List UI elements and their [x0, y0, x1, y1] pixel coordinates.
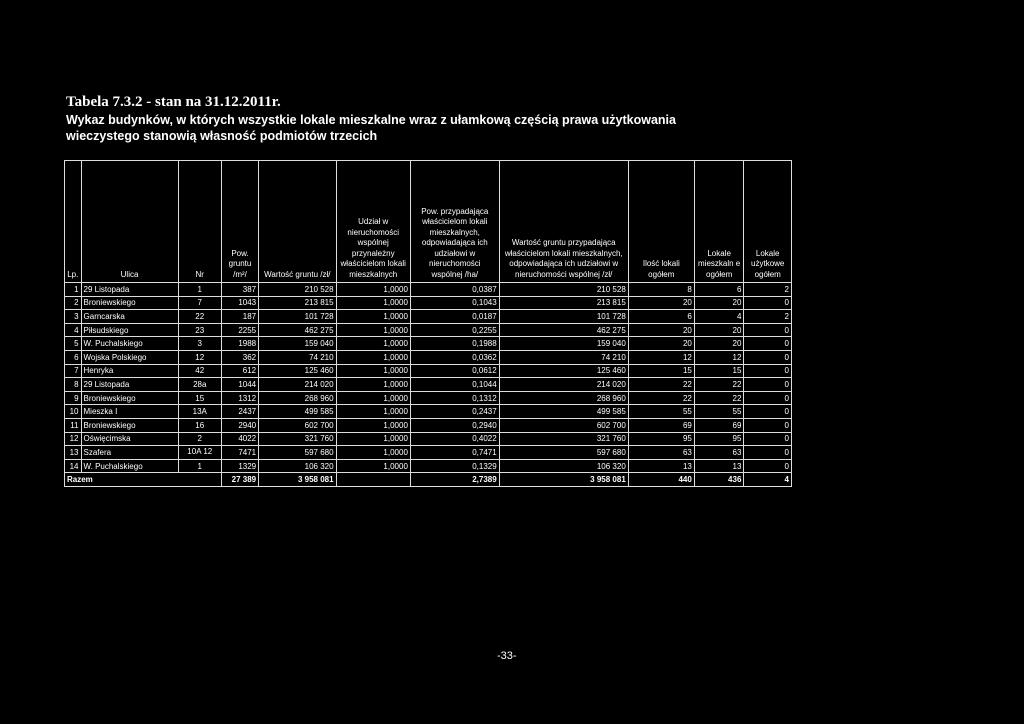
cell-udzial: 1,0000 [336, 283, 410, 297]
cell-pow-ha: 0,0187 [410, 310, 499, 324]
cell-lokale-uzytkowe: 0 [744, 432, 792, 446]
header-udzial: Udział w nieruchomości wspólnej przynależny właścicielom lokali mieszkalnych [336, 161, 410, 283]
cell-udzial: 1,0000 [336, 432, 410, 446]
cell-pow-gruntu: 1043 [221, 296, 258, 310]
cell-pow-gruntu: 1044 [221, 378, 258, 392]
table-row [65, 323, 792, 337]
cell-ulica: Piłsudskiego [81, 323, 178, 337]
cell-lp: 2 [65, 296, 82, 310]
cell-ulica: Broniewskiego [81, 296, 178, 310]
cell-pow-ha: 0,4022 [410, 432, 499, 446]
header-ilosc-lokali: Ilość lokali ogółem [628, 161, 694, 283]
table-row [65, 418, 792, 432]
cell-ilosc-lokali: 20 [628, 296, 694, 310]
cell-nr: 42 [178, 364, 221, 378]
cell-lokale-mieszkalne: 22 [694, 391, 744, 405]
cell-lokale-mieszkalne: 20 [694, 323, 744, 337]
cell-wartosc-gruntu: 74 210 [259, 350, 336, 364]
total-label: Razem [65, 473, 222, 487]
cell-pow-gruntu: 4022 [221, 432, 258, 446]
cell-nr: 10A 12 [178, 446, 221, 460]
cell-pow-gruntu: 2940 [221, 418, 258, 432]
header-pow-gruntu: Pow. gruntu /m²/ [221, 161, 258, 283]
cell-wartosc-przypadajaca: 101 728 [499, 310, 628, 324]
total-mieszkalne: 436 [694, 473, 744, 487]
cell-ilosc-lokali: 69 [628, 418, 694, 432]
cell-ulica: Mieszka I [81, 405, 178, 419]
total-wartosc: 3 958 081 [259, 473, 336, 487]
cell-lp: 3 [65, 310, 82, 324]
cell-ilosc-lokali: 63 [628, 446, 694, 460]
cell-pow-gruntu: 187 [221, 310, 258, 324]
cell-wartosc-gruntu: 268 960 [259, 391, 336, 405]
cell-udzial: 1,0000 [336, 323, 410, 337]
cell-lp: 7 [65, 364, 82, 378]
cell-lokale-uzytkowe: 0 [744, 418, 792, 432]
cell-nr: 7 [178, 296, 221, 310]
cell-lokale-uzytkowe: 0 [744, 350, 792, 364]
total-row [65, 473, 792, 487]
cell-lokale-uzytkowe: 0 [744, 391, 792, 405]
cell-nr: 22 [178, 310, 221, 324]
cell-udzial: 1,0000 [336, 350, 410, 364]
table-row [65, 405, 792, 419]
cell-lokale-mieszkalne: 13 [694, 459, 744, 473]
cell-pow-ha: 0,1988 [410, 337, 499, 351]
cell-udzial: 1,0000 [336, 310, 410, 324]
total-pow: 27 389 [221, 473, 258, 487]
cell-ilosc-lokali: 20 [628, 337, 694, 351]
header-lokale-mieszkalne: Lokale mieszkaln e ogółem [694, 161, 744, 283]
cell-wartosc-gruntu: 499 585 [259, 405, 336, 419]
cell-ulica: 29 Listopada [81, 378, 178, 392]
header-wartosc-przypadajaca: Wartość gruntu przypadająca właścicielom lokali mieszkalnych, odpowiadająca ich udziałowi w nieruchomości wspólnej /zł/ [499, 161, 628, 283]
cell-lokale-mieszkalne: 4 [694, 310, 744, 324]
cell-lp: 11 [65, 418, 82, 432]
cell-lokale-mieszkalne: 12 [694, 350, 744, 364]
cell-pow-gruntu: 7471 [221, 446, 258, 460]
cell-lp: 8 [65, 378, 82, 392]
header-ulica: Ulica [81, 161, 178, 283]
cell-nr: 16 [178, 418, 221, 432]
header-wartosc-gruntu: Wartość gruntu /zł/ [259, 161, 336, 283]
cell-wartosc-gruntu: 210 528 [259, 283, 336, 297]
cell-ilosc-lokali: 13 [628, 459, 694, 473]
cell-pow-ha: 0,0362 [410, 350, 499, 364]
cell-lokale-mieszkalne: 63 [694, 446, 744, 460]
cell-lp: 9 [65, 391, 82, 405]
table-row [65, 432, 792, 446]
table-row [65, 391, 792, 405]
cell-ilosc-lokali: 15 [628, 364, 694, 378]
cell-wartosc-przypadajaca: 213 815 [499, 296, 628, 310]
cell-lp: 4 [65, 323, 82, 337]
cell-pow-gruntu: 612 [221, 364, 258, 378]
header-lokale-uzytkowe: Lokale użytkowe ogółem [744, 161, 792, 283]
header-row [65, 161, 792, 283]
cell-wartosc-przypadajaca: 214 020 [499, 378, 628, 392]
cell-ilosc-lokali: 8 [628, 283, 694, 297]
cell-lokale-uzytkowe: 0 [744, 364, 792, 378]
cell-nr: 15 [178, 391, 221, 405]
cell-lokale-uzytkowe: 0 [744, 459, 792, 473]
total-ha: 2,7389 [410, 473, 499, 487]
cell-lokale-uzytkowe: 2 [744, 310, 792, 324]
total-ilosc: 440 [628, 473, 694, 487]
cell-ilosc-lokali: 12 [628, 350, 694, 364]
cell-lp: 6 [65, 350, 82, 364]
cell-udzial: 1,0000 [336, 459, 410, 473]
cell-ilosc-lokali: 22 [628, 391, 694, 405]
cell-lp: 13 [65, 446, 82, 460]
cell-ulica: W. Puchalskiego [81, 337, 178, 351]
cell-lp: 10 [65, 405, 82, 419]
cell-ulica: Broniewskiego [81, 391, 178, 405]
cell-lokale-mieszkalne: 95 [694, 432, 744, 446]
cell-lokale-mieszkalne: 22 [694, 378, 744, 392]
cell-pow-gruntu: 2255 [221, 323, 258, 337]
cell-ilosc-lokali: 55 [628, 405, 694, 419]
cell-ilosc-lokali: 6 [628, 310, 694, 324]
cell-ulica: Wojska Polskiego [81, 350, 178, 364]
cell-pow-ha: 0,2437 [410, 405, 499, 419]
cell-ulica: Oświęcimska [81, 432, 178, 446]
table-row [65, 364, 792, 378]
cell-wartosc-gruntu: 101 728 [259, 310, 336, 324]
cell-wartosc-przypadajaca: 210 528 [499, 283, 628, 297]
cell-wartosc-gruntu: 125 460 [259, 364, 336, 378]
cell-wartosc-przypadajaca: 499 585 [499, 405, 628, 419]
cell-nr: 2 [178, 432, 221, 446]
table-row [65, 310, 792, 324]
cell-udzial: 1,0000 [336, 378, 410, 392]
cell-wartosc-przypadajaca: 321 760 [499, 432, 628, 446]
cell-lp: 14 [65, 459, 82, 473]
cell-lp: 12 [65, 432, 82, 446]
cell-pow-ha: 0,7471 [410, 446, 499, 460]
cell-nr: 13A [178, 405, 221, 419]
cell-wartosc-przypadajaca: 74 210 [499, 350, 628, 364]
cell-pow-ha: 0,2940 [410, 418, 499, 432]
cell-lokale-uzytkowe: 0 [744, 378, 792, 392]
cell-lokale-mieszkalne: 20 [694, 296, 744, 310]
cell-pow-gruntu: 387 [221, 283, 258, 297]
cell-wartosc-gruntu: 597 680 [259, 446, 336, 460]
cell-nr: 23 [178, 323, 221, 337]
cell-nr: 1 [178, 283, 221, 297]
cell-lokale-uzytkowe: 0 [744, 323, 792, 337]
cell-wartosc-przypadajaca: 159 040 [499, 337, 628, 351]
cell-lokale-uzytkowe: 0 [744, 446, 792, 460]
table-row [65, 283, 792, 297]
cell-udzial: 1,0000 [336, 446, 410, 460]
cell-wartosc-gruntu: 106 320 [259, 459, 336, 473]
cell-wartosc-gruntu: 159 040 [259, 337, 336, 351]
total-uzytkowe: 4 [744, 473, 792, 487]
cell-wartosc-gruntu: 602 700 [259, 418, 336, 432]
cell-pow-ha: 0,2255 [410, 323, 499, 337]
cell-nr: 1 [178, 459, 221, 473]
cell-wartosc-gruntu: 214 020 [259, 378, 336, 392]
cell-pow-ha: 0,1044 [410, 378, 499, 392]
table-subtitle: Wykaz budynków, w których wszystkie lokale mieszkalne wraz z ułamkową częścią prawa użytkowania wieczystego stanowią własność podmiotów trzecich [66, 113, 676, 143]
cell-ulica: Garncarska [81, 310, 178, 324]
table-row [65, 350, 792, 364]
table-title: Tabela 7.3.2 - stan na 31.12.2011r. [66, 94, 281, 110]
cell-udzial: 1,0000 [336, 296, 410, 310]
page-number: -33- [497, 650, 517, 662]
cell-wartosc-gruntu: 321 760 [259, 432, 336, 446]
total-udzial [336, 473, 410, 487]
cell-lokale-mieszkalne: 20 [694, 337, 744, 351]
cell-udzial: 1,0000 [336, 391, 410, 405]
table-row [65, 337, 792, 351]
cell-ulica: Henryka [81, 364, 178, 378]
cell-pow-gruntu: 2437 [221, 405, 258, 419]
header-nr: Nr [178, 161, 221, 283]
cell-ilosc-lokali: 95 [628, 432, 694, 446]
cell-lokale-mieszkalne: 15 [694, 364, 744, 378]
cell-wartosc-gruntu: 213 815 [259, 296, 336, 310]
cell-pow-ha: 0,1329 [410, 459, 499, 473]
cell-nr: 28a [178, 378, 221, 392]
cell-lp: 1 [65, 283, 82, 297]
cell-wartosc-gruntu: 462 275 [259, 323, 336, 337]
cell-lp: 5 [65, 337, 82, 351]
total-wartosc-przypadajaca: 3 958 081 [499, 473, 628, 487]
cell-lokale-mieszkalne: 6 [694, 283, 744, 297]
cell-lokale-uzytkowe: 2 [744, 283, 792, 297]
cell-ulica: Szafera [81, 446, 178, 460]
cell-wartosc-przypadajaca: 462 275 [499, 323, 628, 337]
cell-wartosc-przypadajaca: 125 460 [499, 364, 628, 378]
cell-pow-gruntu: 1312 [221, 391, 258, 405]
cell-wartosc-przypadajaca: 602 700 [499, 418, 628, 432]
header-pow-przypadajaca: Pow. przypadająca właścicielom lokali mieszkalnych, odpowiadająca ich udziałowi w nieruchomości wspólnej /ha/ [410, 161, 499, 283]
cell-lokale-uzytkowe: 0 [744, 337, 792, 351]
cell-ulica: 29 Listopada [81, 283, 178, 297]
cell-ulica: W. Puchalskiego [81, 459, 178, 473]
table-row [65, 296, 792, 310]
buildings-table [64, 160, 792, 487]
cell-pow-ha: 0,0387 [410, 283, 499, 297]
cell-lokale-uzytkowe: 0 [744, 405, 792, 419]
cell-wartosc-przypadajaca: 597 680 [499, 446, 628, 460]
table-row [65, 459, 792, 473]
cell-pow-ha: 0,1043 [410, 296, 499, 310]
header-lp: Lp. [65, 161, 82, 283]
cell-nr: 12 [178, 350, 221, 364]
cell-lokale-mieszkalne: 69 [694, 418, 744, 432]
table-row [65, 378, 792, 392]
cell-ilosc-lokali: 22 [628, 378, 694, 392]
cell-ulica: Broniewskiego [81, 418, 178, 432]
cell-ilosc-lokali: 20 [628, 323, 694, 337]
cell-pow-gruntu: 362 [221, 350, 258, 364]
cell-nr: 3 [178, 337, 221, 351]
cell-pow-ha: 0,0612 [410, 364, 499, 378]
cell-udzial: 1,0000 [336, 405, 410, 419]
cell-udzial: 1,0000 [336, 364, 410, 378]
cell-lokale-mieszkalne: 55 [694, 405, 744, 419]
cell-pow-ha: 0,1312 [410, 391, 499, 405]
cell-wartosc-przypadajaca: 268 960 [499, 391, 628, 405]
table-row [65, 446, 792, 460]
cell-lokale-uzytkowe: 0 [744, 296, 792, 310]
cell-udzial: 1,0000 [336, 418, 410, 432]
cell-udzial: 1,0000 [336, 337, 410, 351]
cell-pow-gruntu: 1988 [221, 337, 258, 351]
cell-wartosc-przypadajaca: 106 320 [499, 459, 628, 473]
cell-pow-gruntu: 1329 [221, 459, 258, 473]
